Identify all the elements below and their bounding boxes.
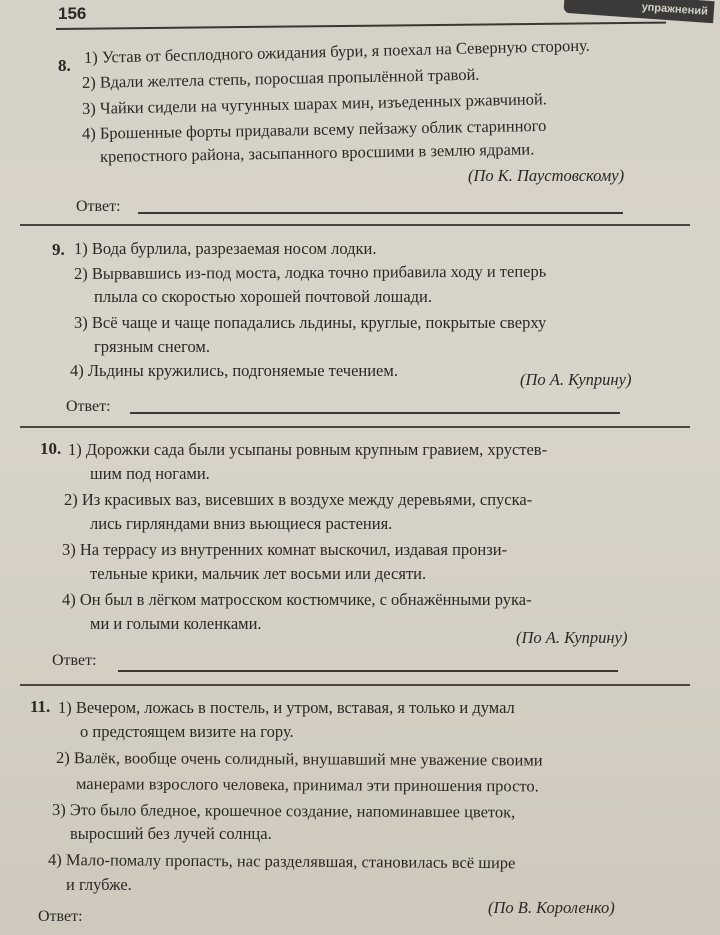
sentence: грязным снегом. <box>94 337 210 356</box>
sentence: 3) Это было бледное, крошечное создание, напоминавшее цветок, <box>51 800 516 822</box>
answer-label: Ответ: <box>76 198 121 215</box>
sentence: 1) Устав от бесплодного ожидания бури, я поехал на Северную сторону. <box>83 35 590 67</box>
sentence: манерами взрослого человека, принимал эти приношения просто. <box>75 774 539 796</box>
sentence: плыла со скоростью хорошей почтовой лошади. <box>94 287 433 306</box>
sentence: ми и голыми коленками. <box>90 614 262 633</box>
answer-label: Ответ: <box>38 908 83 925</box>
exercise-number: 9. <box>52 240 65 259</box>
author-attribution: (По К. Паустовскому) <box>468 166 625 185</box>
exercise-number: 8. <box>58 56 71 75</box>
sentence: 4) Мало-помалу пропасть, нас разделявшая, становилась всё шире <box>47 850 516 873</box>
section-divider <box>20 426 690 428</box>
section-divider <box>20 224 690 226</box>
exercise-number: 11. <box>30 697 51 716</box>
sentence: 4) Он был в лёгком матросском костюмчике, с обнажёнными рука- <box>62 590 532 609</box>
section-divider <box>20 684 690 686</box>
sentence: шим под ногами. <box>90 464 210 483</box>
answer-line <box>138 212 623 214</box>
sentence: 3) Чайки сидели на чугунных шарах мин, изъеденных ржавчиной. <box>81 89 548 118</box>
sentence: лись гирляндами вниз вьющиеся растения. <box>90 514 393 533</box>
sentence: 2) Валёк, вообще очень солидный, внушавший мне уважение своими <box>55 748 543 770</box>
sentence: 2) Вырвавшись из-под моста, лодка точно прибавила ходу и теперь <box>73 261 547 283</box>
running-head: упражнений <box>563 0 714 23</box>
author-attribution: (По В. Короленко) <box>488 898 615 917</box>
sentence: 1) Вода бурлила, разрезаемая носом лодки. <box>74 239 377 258</box>
sentence: 3) На террасу из внутренних комнат выскочил, издавая пронзи- <box>62 540 508 559</box>
sentence: 1) Дорожки сада были усыпаны ровным крупным гравием, хрустев- <box>68 440 548 459</box>
sentence: 2) Вдали желтела степь, поросшая пропылённой травой. <box>81 64 480 92</box>
author-attribution: (По А. Куприну) <box>520 370 632 389</box>
answer-line <box>118 670 618 672</box>
sentence: 3) Всё чаще и чаще попадались льдины, круглые, покрытые сверху <box>74 313 547 332</box>
sentence: крепостного района, засыпанного вросшими в землю ядрами. <box>99 139 535 166</box>
sentence: и глубже. <box>66 875 132 894</box>
answer-label: Ответ: <box>66 398 111 415</box>
exercise-number: 10. <box>40 439 62 458</box>
sentence: 4) Брошенные форты придавали всему пейзажу облик старинного <box>81 115 547 143</box>
sentence: выросший без лучей солнца. <box>70 824 272 843</box>
author-attribution: (По А. Куприну) <box>516 628 628 647</box>
header-rule <box>56 22 666 30</box>
answer-label: Ответ: <box>52 652 97 669</box>
answer-line <box>130 412 620 414</box>
sentence: о предстоящем визите на гору. <box>80 722 294 741</box>
sentence: 4) Льдины кружились, подгоняемые течением. <box>70 361 398 380</box>
page-number: 156 <box>58 4 87 23</box>
sentence: 1) Вечером, ложась в постель, и утром, вставая, я только и думал <box>58 698 515 717</box>
sentence: 2) Из красивых ваз, висевших в воздухе между деревьями, спуска- <box>64 490 533 509</box>
sentence: тельные крики, мальчик лет восьми или десяти. <box>90 564 427 583</box>
